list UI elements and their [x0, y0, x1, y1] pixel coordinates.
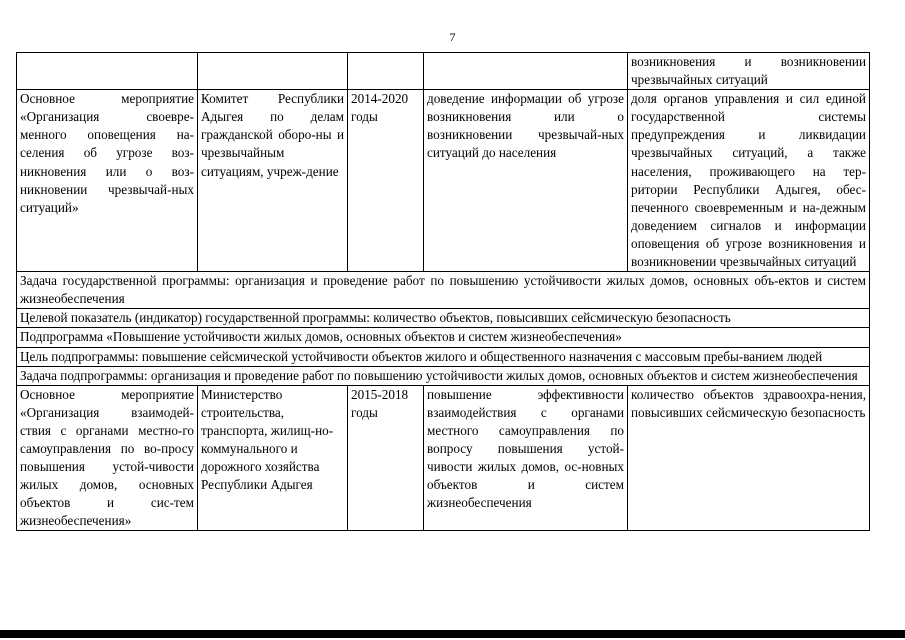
cell-empty: [348, 53, 424, 90]
scan-edge-bar: [0, 630, 905, 638]
table-row-program-task: [17, 272, 870, 309]
cell-indicator: количество объектов здравоохра-нения, повысивших сейсмическую безопасность: [628, 385, 870, 531]
subprogram-task: Задача подпрограммы: организация и проведение работ по повышению устойчивости жилых домов, основных объектов и систем жизнеобеспечения: [17, 366, 870, 385]
table-row-target-indicator: [17, 309, 870, 328]
cell-empty: [17, 53, 198, 90]
cell-empty: [198, 53, 348, 90]
program-table: [16, 52, 870, 531]
table-row-measure-1: [17, 90, 870, 272]
page-number: 7: [449, 30, 456, 44]
target-indicator: Целевой показатель (индикатор) государственной программы: количество объектов, повысивших сейсмическую безопасность: [17, 309, 870, 328]
cell-empty: [424, 53, 628, 90]
cell-period: 2015-2018 годы: [348, 385, 424, 531]
subprogram-title: Подпрограмма «Повышение устойчивости жилых домов, основных объектов и систем жизнеобеспечения»: [17, 328, 870, 347]
cell-executor: Министерство строительства, транспорта, жилищ-но-коммунального и дорожного хозяйства Республики Адыгея: [198, 385, 348, 531]
table-row-subprogram: [17, 328, 870, 347]
cell-executor: Комитет Республики Адыгея по делам гражданской оборо-ны и чрезвычайным ситуациям, учреж-дение: [198, 90, 348, 272]
cell-indicator: возникновения и возникновении чрезвычайных ситуаций: [628, 53, 870, 90]
cell-indicator: доля органов управления и сил единой государственной системы предупреждения и ликвидации чрезвычайных ситуаций, а также населения, проживающего на тер-ритории Республики Адыгея, обес-печенного своевременным и на-дежным доведением сигналов и информации оповещения об угрозе возникновения и возникновении чрезвычайных ситуаций: [628, 90, 870, 272]
cell-result: повышение эффективности взаимодействия с органами местного самоуправления по вопросу повышения устой-чивости жилых домов, ос-новных объектов и систем жизнеобеспечения: [424, 385, 628, 531]
cell-measure: Основное мероприятие «Организация своевре-менного оповещения на-селения об угрозе воз-никновения или о воз-никновении чрезвычай-ных ситуаций»: [17, 90, 198, 272]
subprogram-goal: Цель подпрограммы: повышение сейсмической устойчивости объектов жилого и общественного назначения с массовым пребы-ванием людей: [17, 347, 870, 366]
table-row-subprogram-goal: [17, 347, 870, 366]
cell-result: доведение информации об угрозе возникновения или о возникновении чрезвычай-ных ситуаций до населения: [424, 90, 628, 272]
cell-measure: Основное мероприятие «Организация взаимодей-ствия с органами местно-го самоуправления по во-просу повышения устой-чивости жилых домов, основных объектов и сис-тем жизнеобеспечения»: [17, 385, 198, 531]
program-task: Задача государственной программы: организация и проведение работ по повышению устойчивости жилых домов, основных объ-ектов и систем жизнеобеспечения: [17, 272, 870, 309]
table-row-continuation: [17, 53, 870, 90]
cell-period: 2014-2020 годы: [348, 90, 424, 272]
table-row-subprogram-task: [17, 366, 870, 385]
table-row-measure-2: [17, 385, 870, 531]
